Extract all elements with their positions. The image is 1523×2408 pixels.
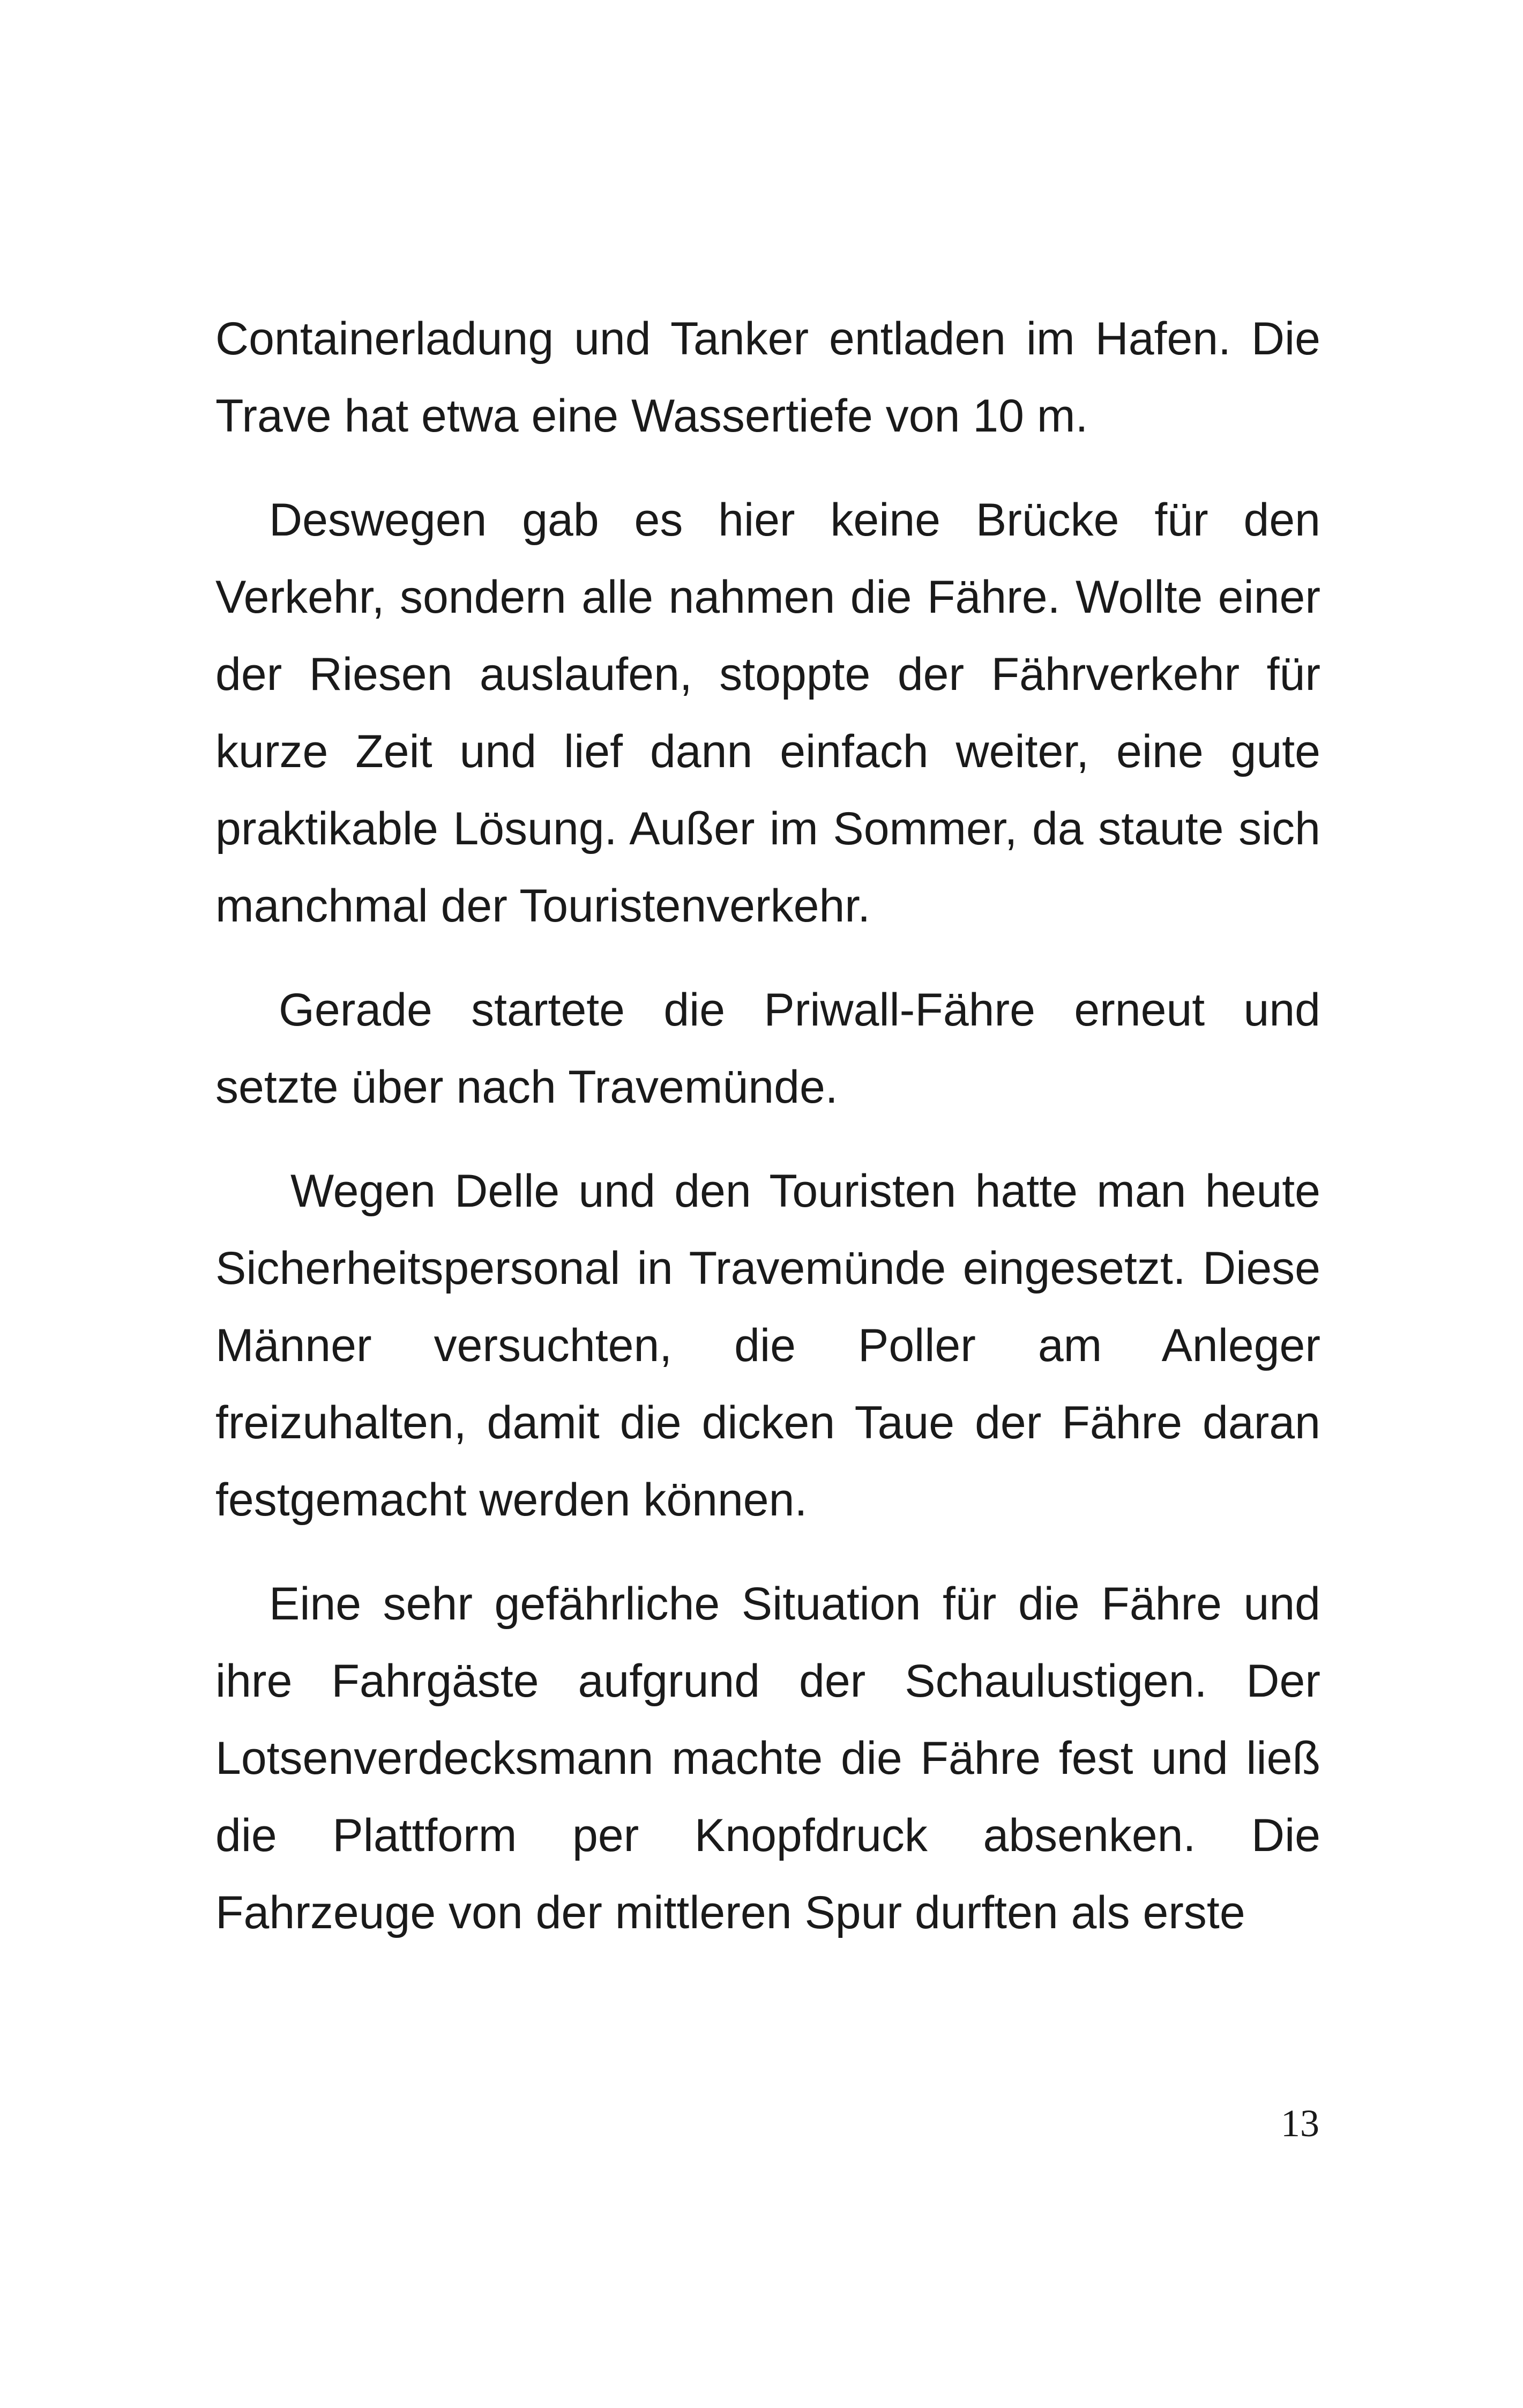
paragraph-2: Deswegen gab es hier keine Brücke für den Verkehr, sondern alle nahmen die Fähre. Wollte einer der Riesen auslaufen, stoppte der Fährverkehr für kurze Zeit und lief dann einfach weiter, eine gute praktikable Lösung. Außer im Sommer, da staute sich manchmal der Touristenverkehr. bbox=[215, 494, 1320, 932]
paragraph-4: Wegen Delle und den Touristen hatte man heute Sicherheitspersonal in Travemünde eingesetzt. Diese Männer versuchten, die Poller am Anleger freizuhalten, damit die dicken Taue der Fähre daran festgemacht werden können. bbox=[215, 1165, 1320, 1526]
page-number: 13 bbox=[1281, 2102, 1319, 2145]
paragraph-3: Gerade startete die Priwall-Fähre erneut und setzte über nach Travemünde. bbox=[215, 984, 1320, 1113]
paragraph-1: Containerladung und Tanker entladen im Hafen. Die Trave hat etwa eine Wassertiefe von 10 m. bbox=[215, 313, 1320, 442]
body-text bbox=[215, 300, 1320, 1978]
paragraph-5: Eine sehr gefährliche Situation für die Fähre und ihre Fahrgäste aufgrund der Schaulustigen. Der Lotsenverdecksmann machte die Fähre fest und ließ die Plattform per Knopfdruck absenken. Die Fahrzeuge von der mittleren Spur durften als erste bbox=[215, 1578, 1320, 1938]
